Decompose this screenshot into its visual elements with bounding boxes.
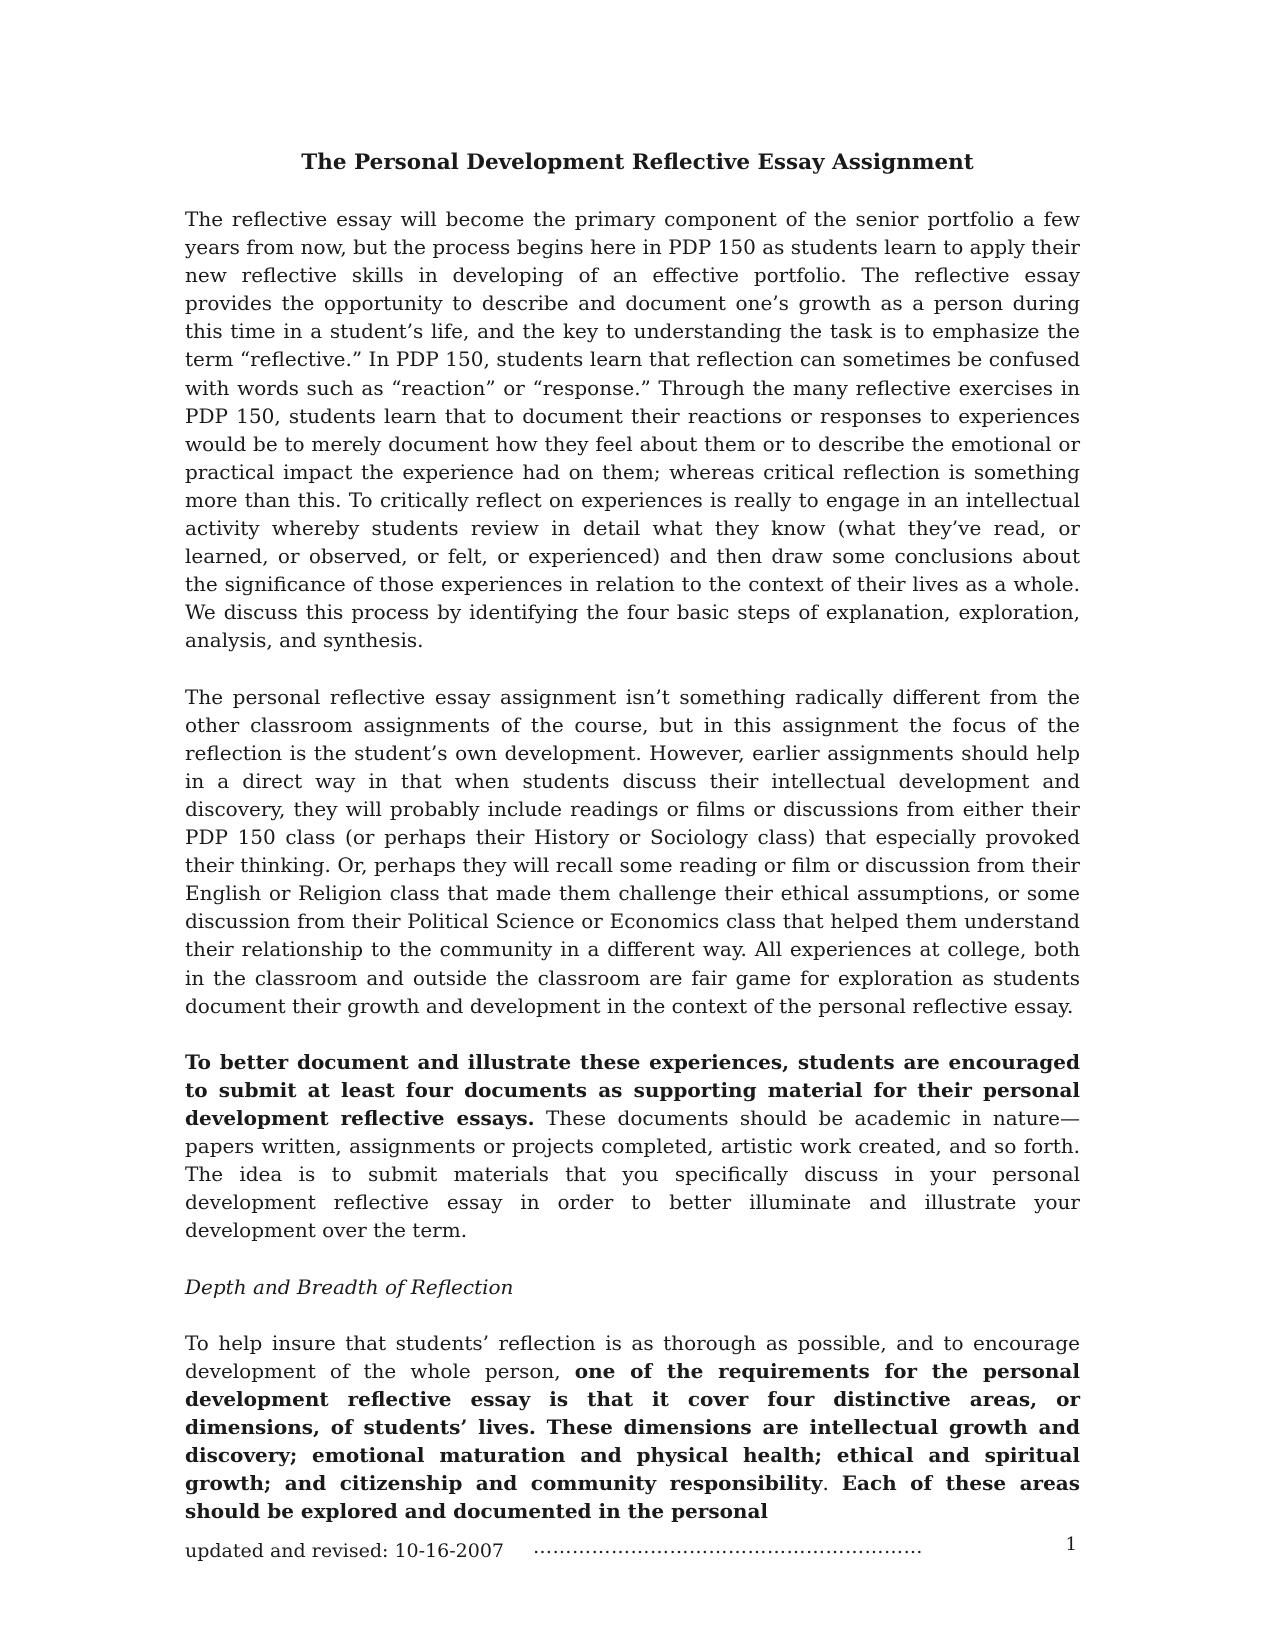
document-title: The Personal Development Reflective Essay Assignment [301,150,974,175]
document-body [185,205,1080,1525]
page-number: 1 [1065,1534,1077,1555]
paragraph-3-emphasis: To better document and illustrate these experiences, students are encouraged to submit at least four documents as supporting material for their personal development reflective essays. [185,1049,1080,1130]
paragraph-3-text: These documents should be academic in nature—papers written, assignments or projects completed, artistic work created, and so forth. The idea is to submit materials that you specifically discuss in your personal development reflective essay in order to better illuminate and illustrate your development over the term. [185,1106,1080,1243]
paragraph-4-emphasis-1: one of the requirements for the personal development reflective essay is that it cover four distinctive areas, or dimensions, of students’ lives. These dimensions are intellectual growth and discovery; emotional maturation and physical health; ethical and spiritual growth; and citizenship and community responsibility [185,1358,1080,1496]
paragraph-3 [185,1048,1080,1245]
paragraph-1: The reflective essay will become the primary component of the senior portfolio a few years from now, but the process begins here in PDP 150 as students learn to apply their new reflective skills in developing of an effective portfolio. The reflective essay provides the opportunity to describe and document one’s growth as a person during this time in a student’s life, and the key to understanding the task is to emphasize the term “reflective.” In PDP 150, students learn that reflection can sometimes be confused with words such as “reaction” or “response.” Through the many reflective exercises in PDP 150, students learn that to document their reactions or responses to experiences would be to merely document how they feel about them or to describe the emotional or practical impact the experience had on them; whereas critical reflection is something more than this. To critically reflect on experiences is really to engage in an intellectual activity whereby students review in detail what they know (what they’ve read, or learned, or observed, or felt, or experienced) and then draw some conclusions about the significance of those experiences in relation to the context of their lives as a whole. We discuss this process by identifying the four basic steps of explanation, exploration, analysis, and synthesis. [185,207,1080,653]
paragraph-4-separator: . [822,1471,842,1496]
footer-revision-date: updated and revised: 10-16-2007 [185,1540,505,1562]
footer-leader-dots: …………………………………………………… [533,1536,923,1558]
paragraph-4-intro: To help insure that students’ reflection is as thorough as possible, and to encourage development of the whole person, [185,1330,1080,1383]
section-heading: Depth and Breadth of Reflection [185,1274,514,1299]
paragraph-4-emphasis-2: Each of these areas should be explored and documented in the personal [185,1471,1081,1524]
paragraph-2: The personal reflective essay assignment isn’t something radically different from the other classroom assignments of the course, but in this assignment the focus of the reflection is the student’s own development. However, earlier assignments should help in a direct way in that when students discuss their intellectual development and discovery, they will probably include readings or films or discussions from either their PDP 150 class (or perhaps their History or Sociology class) that especially provoked their thinking. Or, perhaps they will recall some reading or film or discussion from their English or Religion class that made them challenge their ethical assumptions, or some discussion from their Political Science or Economics class that helped them understand their relationship to the community in a different way. All experiences at college, both in the classroom and outside the classroom are fair game for exploration as students document their growth and development in the context of the personal reflective essay. [185,684,1080,1018]
page-footer [185,1534,1080,1565]
paragraph-4 [185,1329,1080,1526]
